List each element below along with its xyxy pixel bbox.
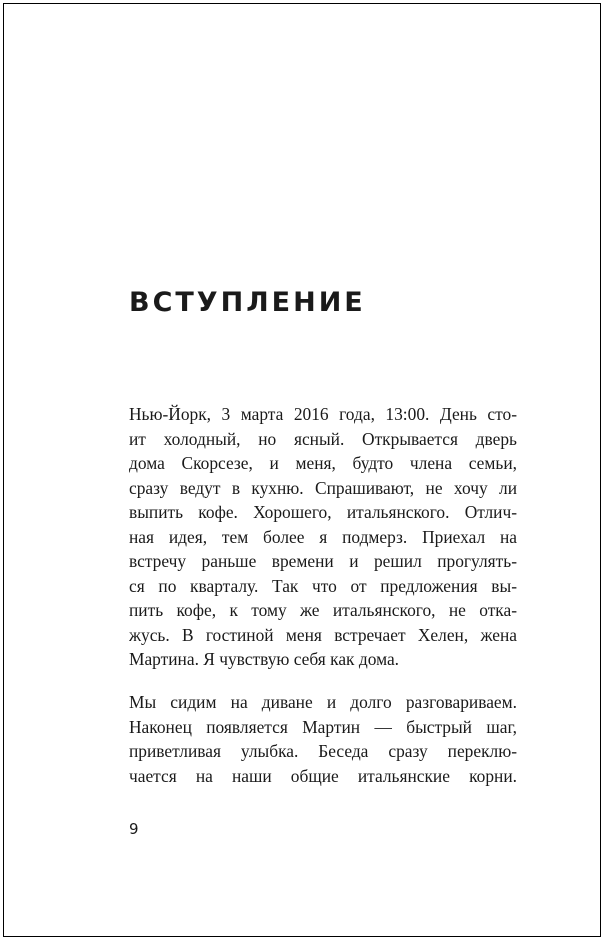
text-line: выпить кофе. Хорошего, итальянского. Отлич- xyxy=(129,502,517,522)
chapter-heading: ВСТУПЛЕНИЕ xyxy=(129,287,366,318)
text-line: приветливая улыбка. Беседа сразу переклю- xyxy=(129,741,517,761)
page-number: 9 xyxy=(129,820,139,838)
text-line: Мы сидим на диване и долго разговариваем. xyxy=(129,692,517,712)
text-line: ся по кварталу. Так что от предложения вы- xyxy=(129,575,517,596)
book-page xyxy=(3,3,601,937)
text-line: сразу ведут в кухню. Спрашивают, не хочу ли xyxy=(129,477,517,498)
text-line: Наконец появляется Мартин — быстрый шаг, xyxy=(129,716,517,737)
text-line: ная идея, тем более я подмерз. Приехал на xyxy=(129,526,517,547)
text-line: пить кофе, к тому же итальянского, не отка- xyxy=(129,600,517,620)
text-line: ит холодный, но ясный. Открывается дверь xyxy=(129,428,517,449)
text-line: чается на наши общие итальянские корни. xyxy=(129,765,517,786)
text-line: встречу раньше времени и решил прогулять- xyxy=(129,551,517,571)
text-line: жусь. В гостиной меня встречает Хелен, жена xyxy=(129,624,517,645)
paragraph-2 xyxy=(129,690,517,788)
text-line: Мартина. Я чувствую себя как дома. xyxy=(129,649,400,669)
paragraph-1 xyxy=(129,402,517,672)
text-line: Нью-Йорк, 3 марта 2016 года, 13:00. День сто- xyxy=(129,404,517,424)
text-line: дома Скорсезе, и меня, будто члена семьи, xyxy=(129,453,517,473)
